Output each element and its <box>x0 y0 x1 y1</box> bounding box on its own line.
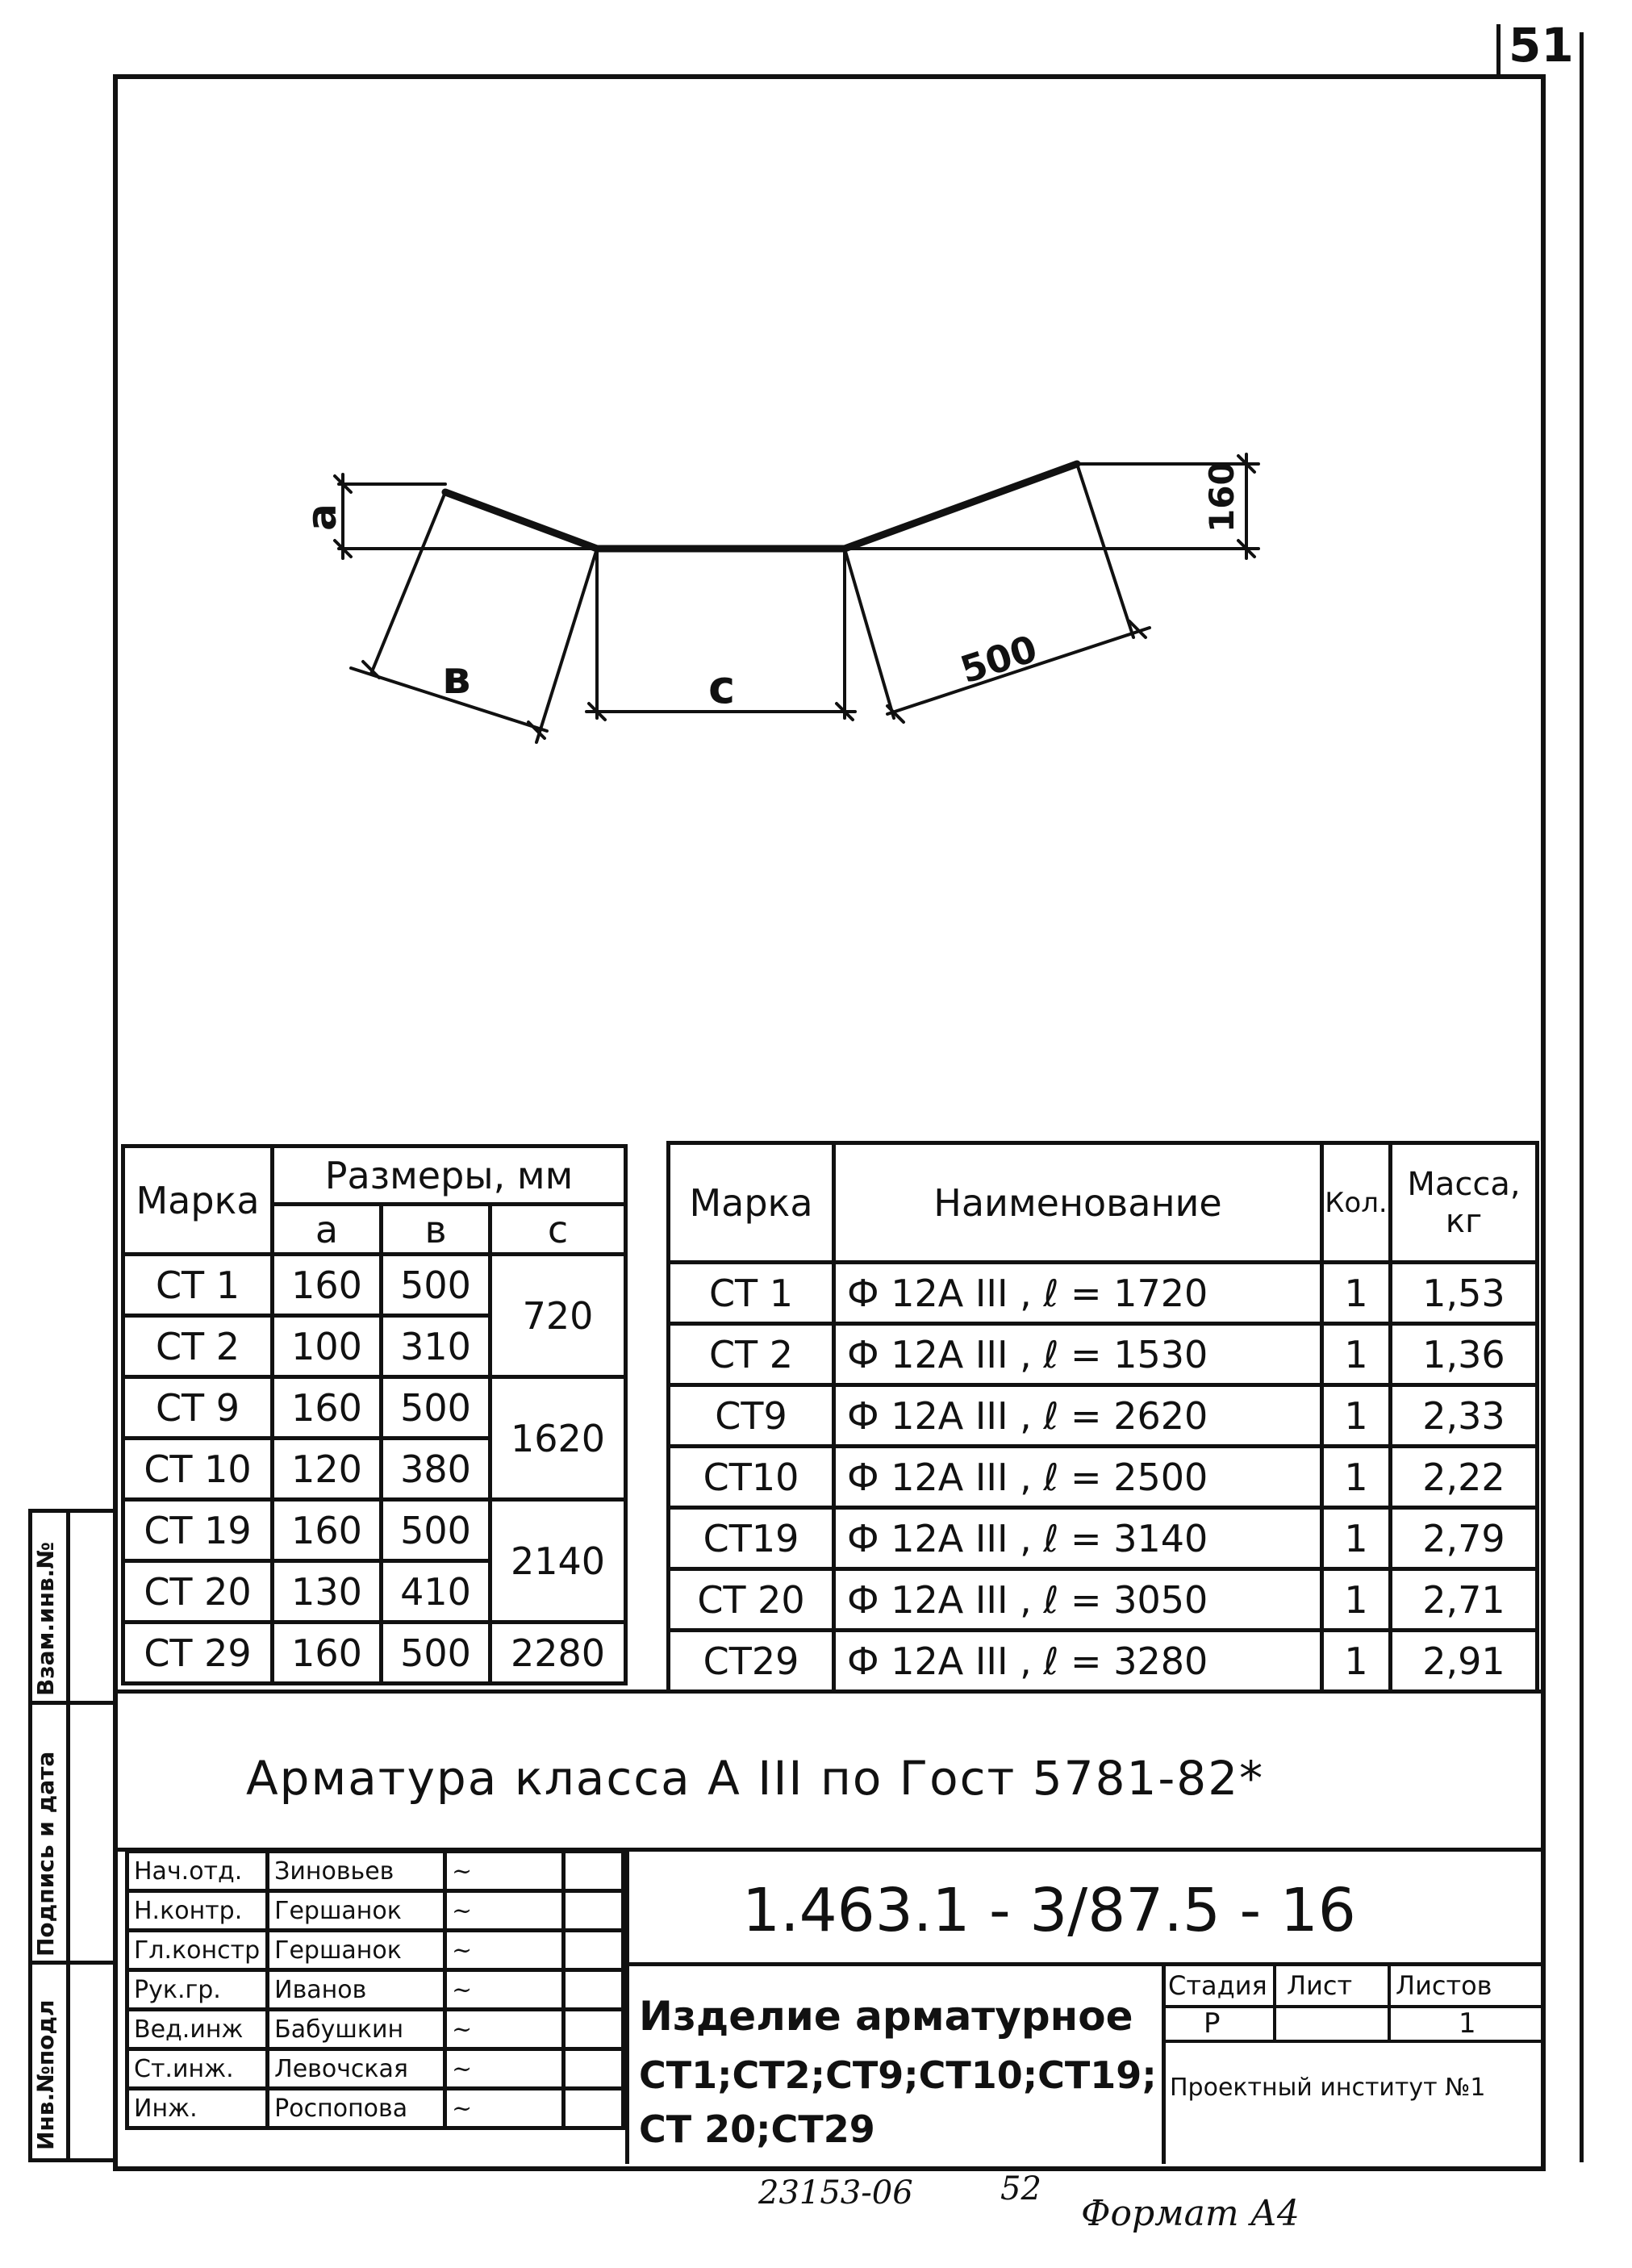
title-block-vertical <box>625 1849 629 2164</box>
spec-row-qty: 1 <box>1322 1631 1391 1692</box>
staff-role: Рук.гр. <box>127 1970 268 2010</box>
spec-row-mass: 2,91 <box>1391 1631 1538 1692</box>
spec-row-name: Ф 12А III , ℓ = 3050 <box>834 1569 1322 1631</box>
staff-date <box>563 1852 623 1891</box>
spec-row-qty: 1 <box>1322 1263 1391 1324</box>
staff-name: Гершанок <box>268 1931 445 1970</box>
dims-row-b: 380 <box>382 1439 490 1500</box>
staff-role: Ст.инж. <box>127 2049 268 2089</box>
dims-row-mark: СТ 9 <box>123 1377 273 1439</box>
stage-value: Р <box>1204 2007 1221 2040</box>
dims-header-sizes: Размеры, мм <box>273 1147 626 1205</box>
staff-signature: ~ <box>445 1852 564 1891</box>
title-line-1: Изделие арматурное <box>639 1993 1133 2040</box>
spec-row-qty: 1 <box>1322 1569 1391 1631</box>
dims-row-c: 720 <box>490 1255 626 1377</box>
staff-date <box>563 2049 623 2089</box>
spec-row-qty: 1 <box>1322 1324 1391 1385</box>
document-code: 1.463.1 - 3/87.5 - 16 <box>742 1876 1356 1945</box>
spec-header-mark: Марка <box>669 1143 834 1263</box>
stage-label: Стадия <box>1168 1970 1267 2001</box>
spec-row-mass: 2,22 <box>1391 1447 1538 1508</box>
staff-table <box>125 1849 625 2130</box>
label-b: в <box>442 652 471 704</box>
label-a: a <box>298 503 345 531</box>
spec-row-mass: 1,36 <box>1391 1324 1538 1385</box>
spec-row-mark: СТ 20 <box>669 1569 834 1631</box>
side-stamp-sign-date: Подпись и дата <box>32 1751 59 1957</box>
stage-col-sep1 <box>1273 1962 1276 2043</box>
spec-row-name: Ф 12А III , ℓ = 1720 <box>834 1263 1322 1324</box>
dims-row-c: 2140 <box>490 1500 626 1623</box>
staff-role: Вед.инж <box>127 2010 268 2049</box>
staff-name: Бабушкин <box>268 2010 445 2049</box>
spec-row-name: Ф 12А III , ℓ = 2620 <box>834 1385 1322 1447</box>
spec-row-mark: СТ10 <box>669 1447 834 1508</box>
dims-header-a: a <box>273 1205 382 1255</box>
dims-header-b: в <box>382 1205 490 1255</box>
title-line-2: СТ1;СТ2;СТ9;СТ10;СТ19; <box>639 2053 1157 2097</box>
staff-name: Роспопова <box>268 2089 445 2128</box>
spec-row-qty: 1 <box>1322 1447 1391 1508</box>
staff-name: Левочская <box>268 2049 445 2089</box>
side-stamp-sep2 <box>28 1961 114 1965</box>
spec-row-name: Ф 12А III , ℓ = 1530 <box>834 1324 1322 1385</box>
staff-role: Нач.отд. <box>127 1852 268 1891</box>
dims-row-mark: СТ 1 <box>123 1255 273 1316</box>
side-stamp-sep1 <box>28 1701 114 1705</box>
spec-header-qty: Кол. <box>1322 1143 1391 1263</box>
staff-date <box>563 1970 623 2010</box>
organization-name: Проектный институт №1 <box>1170 2074 1486 2102</box>
dims-row-a: 100 <box>273 1316 382 1377</box>
stage-block-left-line <box>1162 1962 1166 2164</box>
staff-date <box>563 1891 623 1931</box>
spec-row-mass: 2,79 <box>1391 1508 1538 1569</box>
staff-signature: ~ <box>445 1891 564 1931</box>
label-c: c <box>708 662 736 714</box>
staff-date <box>563 2089 623 2128</box>
dims-row-a: 120 <box>273 1439 382 1500</box>
dims-row-mark: СТ 2 <box>123 1316 273 1377</box>
dims-row-b: 500 <box>382 1623 490 1684</box>
spec-row-mark: СТ 1 <box>669 1263 834 1324</box>
side-stamp-inv-orig: Инв.№подл <box>32 1999 59 2150</box>
spec-row-mark: СТ 2 <box>669 1324 834 1385</box>
stage-block-low-line <box>1162 2040 1541 2043</box>
staff-date <box>563 1931 623 1970</box>
staff-signature: ~ <box>445 2049 564 2089</box>
staff-role: Н.контр. <box>127 1891 268 1931</box>
spec-row-mass: 2,33 <box>1391 1385 1538 1447</box>
staff-name: Зиновьев <box>268 1852 445 1891</box>
specification-table <box>666 1141 1539 1694</box>
staff-signature: ~ <box>445 2010 564 2049</box>
spec-row-qty: 1 <box>1322 1508 1391 1569</box>
dimensions-table <box>121 1144 628 1685</box>
dims-row-mark: СТ 10 <box>123 1439 273 1500</box>
spec-row-mark: СТ19 <box>669 1508 834 1569</box>
top-sheet-number: 51 <box>1509 18 1574 73</box>
title-block-code-line <box>625 1962 1541 1966</box>
staff-name: Иванов <box>268 1970 445 2010</box>
dims-row-c: 2280 <box>490 1623 626 1684</box>
dims-row-mark: СТ 20 <box>123 1561 273 1623</box>
dims-row-mark: СТ 19 <box>123 1500 273 1561</box>
spec-row-mark: СТ9 <box>669 1385 834 1447</box>
side-stamp-inv-replaced: Взам.инв.№ <box>32 1541 59 1696</box>
staff-role: Инж. <box>127 2089 268 2128</box>
label-160: 160 <box>1202 462 1242 533</box>
dims-row-a: 130 <box>273 1561 382 1623</box>
spec-row-mass: 1,53 <box>1391 1263 1538 1324</box>
note-top-line <box>113 1690 1541 1694</box>
sheets-value: 1 <box>1459 2007 1476 2040</box>
dims-row-b: 500 <box>382 1255 490 1316</box>
staff-date <box>563 2010 623 2049</box>
spec-row-qty: 1 <box>1322 1385 1391 1447</box>
dims-row-b: 310 <box>382 1316 490 1377</box>
staff-name: Гершанок <box>268 1891 445 1931</box>
rebar-shape <box>445 464 1077 549</box>
footer-code: 23153-06 <box>758 2174 913 2212</box>
dims-row-a: 160 <box>273 1377 382 1439</box>
dims-row-a: 160 <box>273 1255 382 1316</box>
side-stamp-divider <box>66 1509 70 2158</box>
spec-row-name: Ф 12А III , ℓ = 3280 <box>834 1631 1322 1692</box>
staff-signature: ~ <box>445 1970 564 2010</box>
sheet-label: Лист <box>1287 1970 1353 2001</box>
footer-page: 52 <box>1000 2170 1041 2207</box>
spec-header-name: Наименование <box>834 1143 1322 1263</box>
stage-col-sep2 <box>1388 1962 1391 2043</box>
dims-row-a: 160 <box>273 1500 382 1561</box>
staff-signature: ~ <box>445 1931 564 1970</box>
spec-row-name: Ф 12А III , ℓ = 3140 <box>834 1508 1322 1569</box>
dims-row-b: 500 <box>382 1500 490 1561</box>
sheets-label: Листов <box>1396 1970 1492 2001</box>
dims-row-b: 500 <box>382 1377 490 1439</box>
spec-row-mark: СТ29 <box>669 1631 834 1692</box>
dims-row-c: 1620 <box>490 1377 626 1500</box>
spec-header-mass: Масса, кг <box>1391 1143 1538 1263</box>
spec-row-mass: 2,71 <box>1391 1569 1538 1631</box>
dims-row-a: 160 <box>273 1623 382 1684</box>
staff-signature: ~ <box>445 2089 564 2128</box>
spec-row-name: Ф 12А III , ℓ = 2500 <box>834 1447 1322 1508</box>
dims-row-mark: СТ 29 <box>123 1623 273 1684</box>
dims-header-c: c <box>490 1205 626 1255</box>
reinforcement-class-note: Арматура класса А III по Гост 5781-82* <box>246 1751 1265 1806</box>
label-500: 500 <box>955 626 1043 692</box>
title-line-3: СТ 20;СТ29 <box>639 2107 875 2151</box>
dims-row-b: 410 <box>382 1561 490 1623</box>
staff-role: Гл.констр <box>127 1931 268 1970</box>
footer-format: Формат А4 <box>1081 2193 1300 2234</box>
dims-header-mark: Марка <box>123 1147 273 1255</box>
